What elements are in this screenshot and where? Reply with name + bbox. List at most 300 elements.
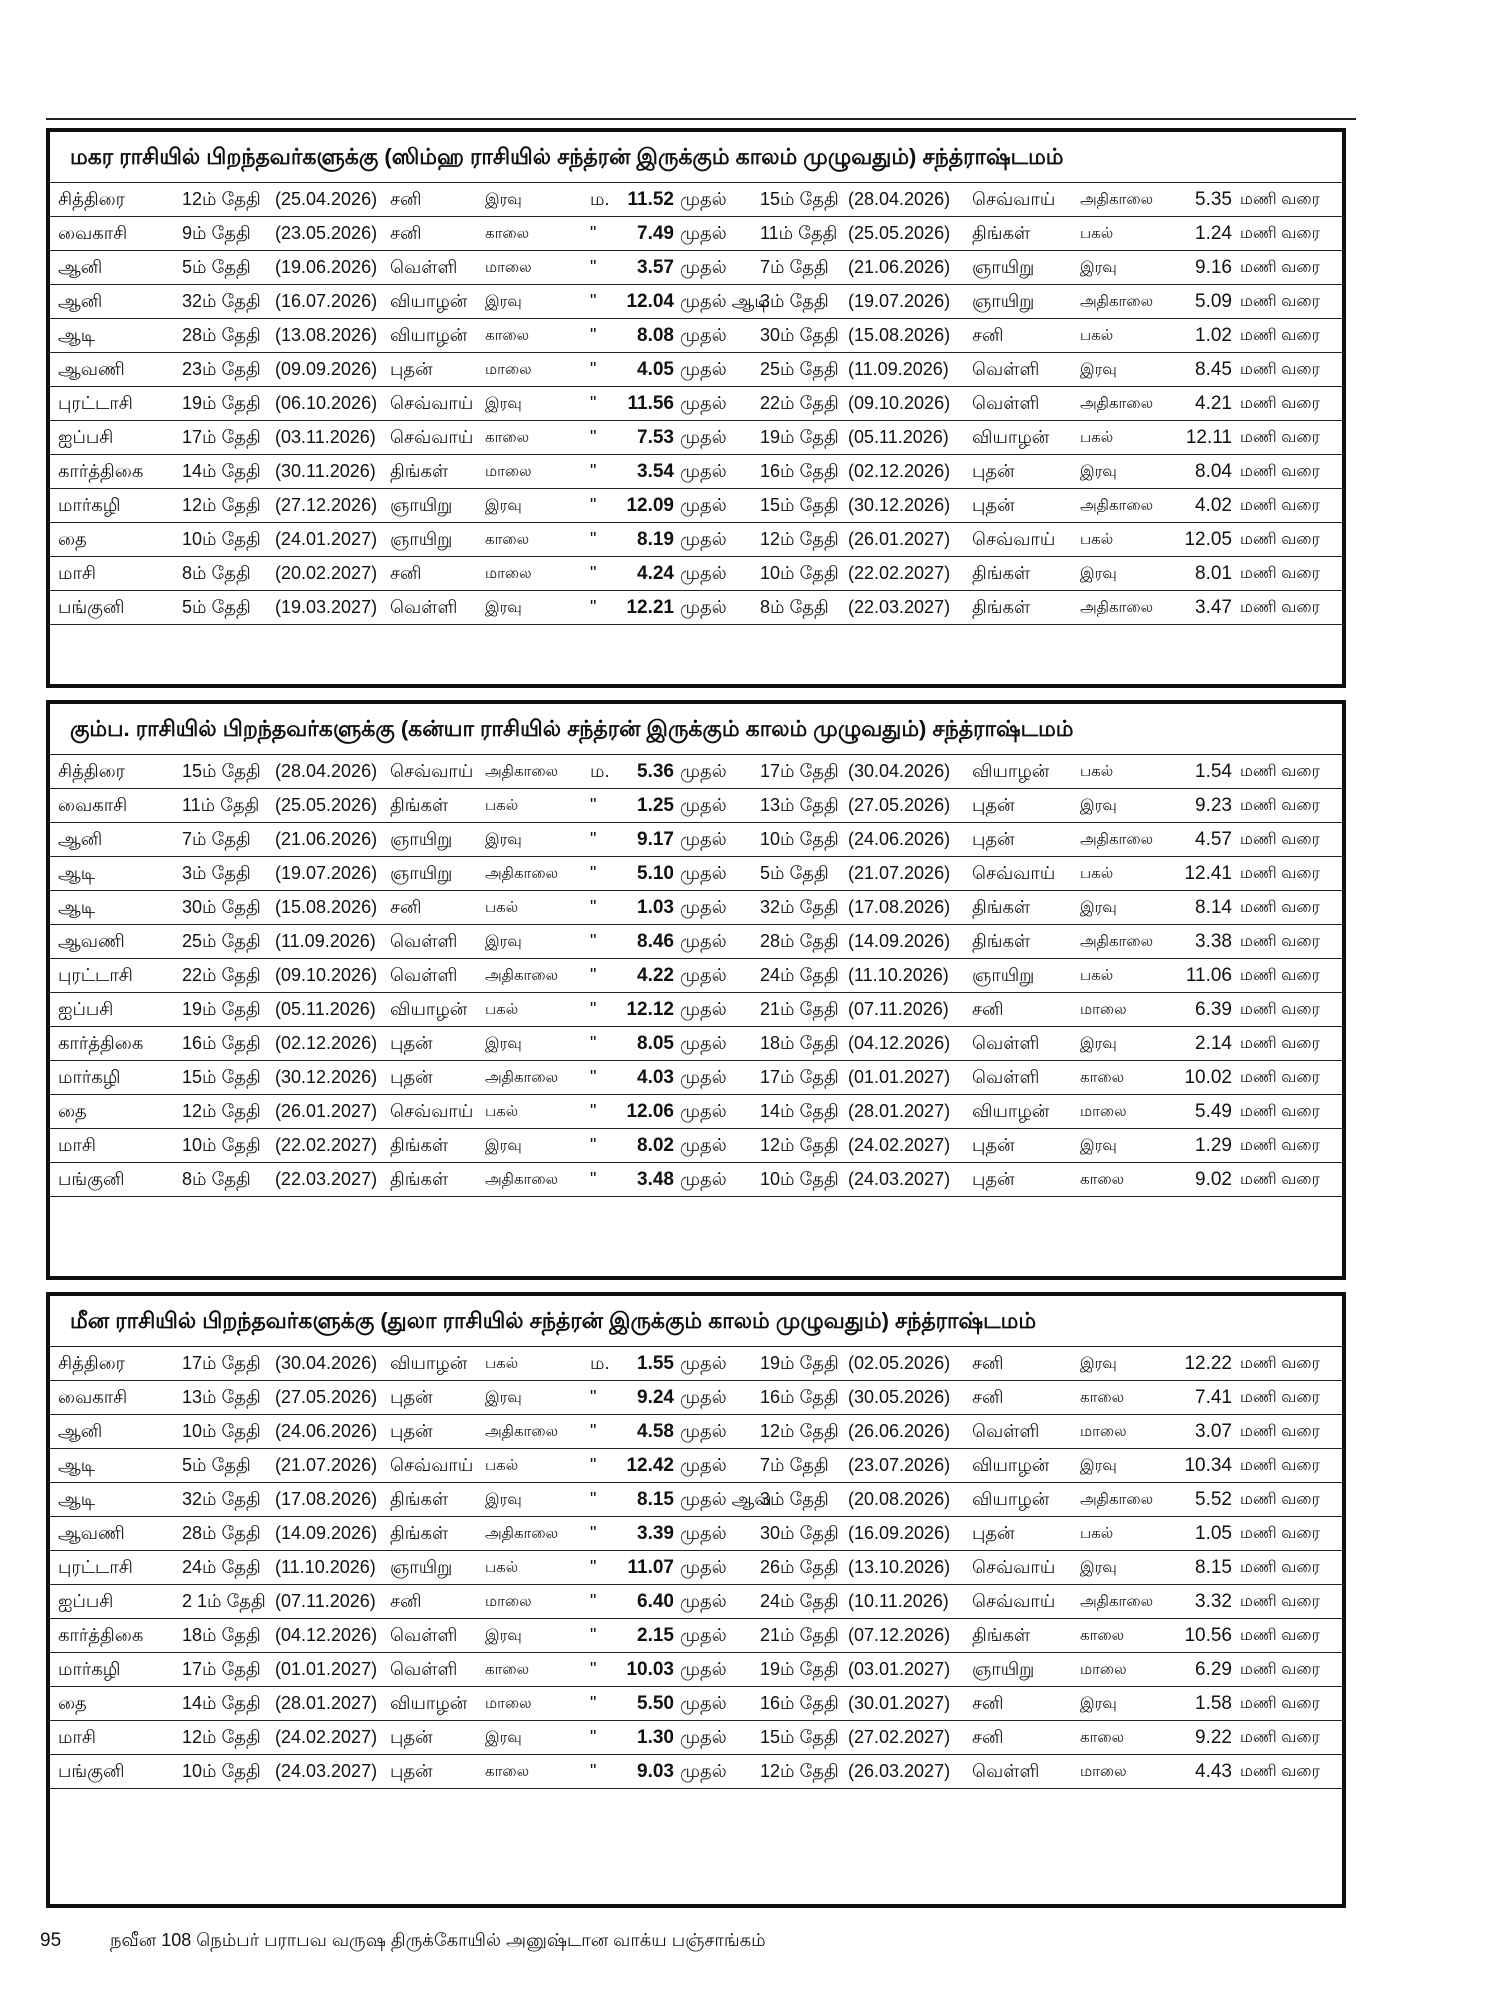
- month-start: புரட்டாசி: [58, 1557, 133, 1577]
- until-label: மணி வரை: [1240, 1593, 1320, 1610]
- time-end: 5.49: [1195, 1101, 1232, 1122]
- weekday-end: புதன்: [972, 461, 1015, 481]
- period-start: இரவு: [485, 1389, 522, 1406]
- date-end: (26.01.2027): [848, 529, 951, 549]
- date-start: (02.12.2026): [275, 1033, 378, 1053]
- weekday-start: வெள்ளி: [390, 965, 458, 985]
- from-label: முதல்: [680, 999, 727, 1019]
- time-start: 4.24: [637, 563, 674, 584]
- day-end: 18ம் தேதி: [760, 1033, 839, 1053]
- date-end: (25.05.2026): [848, 223, 951, 243]
- from-label: முதல்: [680, 1523, 727, 1543]
- period-end: அதிகாலை: [1080, 831, 1154, 848]
- date-end: (21.07.2026): [848, 863, 951, 883]
- ditto-mark: ": [590, 1421, 597, 1441]
- date-end: (02.05.2026): [848, 1353, 951, 1373]
- date-start: (30.12.2026): [275, 1067, 378, 1087]
- month-start: ஐப்பசி: [58, 999, 114, 1019]
- date-end: (30.12.2026): [848, 495, 951, 515]
- ditto-mark: ": [590, 1523, 597, 1543]
- time-start: 8.05: [637, 1033, 674, 1054]
- date-end: (26.03.2027): [848, 1761, 951, 1781]
- period-end: அதிகாலை: [1080, 293, 1154, 310]
- until-label: மணி வரை: [1240, 797, 1320, 814]
- table-row: [50, 1346, 1342, 1381]
- time-end: 10.02: [1184, 1067, 1232, 1088]
- table-row: [50, 754, 1342, 789]
- time-end: 3.32: [1195, 1591, 1232, 1612]
- from-label: முதல்: [680, 359, 727, 379]
- period-start: பகல்: [485, 1001, 519, 1018]
- period-start: பகல்: [485, 797, 519, 814]
- from-label: முதல்: [680, 965, 727, 985]
- day-end: 30ம் தேதி: [760, 325, 839, 345]
- month-start: ஐப்பசி: [58, 1591, 114, 1611]
- day-start: 28ம் தேதி: [182, 1523, 261, 1543]
- weekday-end: சனி: [972, 325, 1004, 345]
- period-end: இரவு: [1080, 1457, 1117, 1474]
- time-end: 4.57: [1195, 829, 1232, 850]
- period-end: பகல்: [1080, 763, 1114, 780]
- date-start: (19.07.2026): [275, 863, 378, 883]
- weekday-start: புதன்: [390, 1727, 433, 1747]
- weekday-start: வியாழன்: [390, 1693, 468, 1713]
- table-row: [50, 1551, 1342, 1585]
- day-start: 10ம் தேதி: [182, 529, 261, 549]
- date-end: (27.02.2027): [848, 1727, 951, 1747]
- date-end: (23.07.2026): [848, 1455, 951, 1475]
- day-start: 2 1ம் தேதி: [182, 1591, 266, 1611]
- day-end: 15ம் தேதி: [760, 495, 839, 515]
- ditto-mark: ": [590, 359, 597, 379]
- date-start: (07.11.2026): [275, 1591, 376, 1611]
- top-rule: [46, 118, 1356, 120]
- period-end: பகல்: [1080, 967, 1114, 984]
- weekday-end: வெள்ளி: [972, 1761, 1040, 1781]
- time-start: 1.03: [637, 897, 674, 918]
- period-end: மாலை: [1080, 1423, 1127, 1440]
- time-end: 4.43: [1195, 1761, 1232, 1782]
- time-start: 4.58: [637, 1421, 674, 1442]
- weekday-start: திங்கள்: [390, 1489, 449, 1509]
- time-end: 1.02: [1195, 325, 1232, 346]
- period-start: மாலை: [485, 361, 532, 378]
- section-kumbha: [46, 700, 1346, 1280]
- period-end: அதிகாலை: [1080, 1491, 1154, 1508]
- date-start: (09.09.2026): [275, 359, 378, 379]
- until-label: மணி வரை: [1240, 1729, 1320, 1746]
- day-end: 15ம் தேதி: [760, 1727, 839, 1747]
- date-end: (04.12.2026): [848, 1033, 951, 1053]
- period-start: இரவு: [485, 293, 522, 310]
- month-start: ஆடி: [58, 897, 96, 917]
- from-label: முதல்: [680, 1693, 727, 1713]
- period-start: அதிகாலை: [485, 763, 559, 780]
- time-end: 6.39: [1195, 999, 1232, 1020]
- weekday-end: வியாழன்: [972, 761, 1050, 781]
- month-start: ஆடி: [58, 325, 96, 345]
- period-start: மாலை: [485, 565, 532, 582]
- section-makara: [46, 128, 1346, 688]
- month-start: மார்கழி: [58, 1659, 121, 1679]
- weekday-end: சனி: [972, 1387, 1004, 1407]
- month-start: ஆவணி: [58, 359, 125, 379]
- month-start: ஆவணி: [58, 931, 125, 951]
- date-start: (19.06.2026): [275, 257, 378, 277]
- date-end: (03.01.2027): [848, 1659, 951, 1679]
- date-start: (20.02.2027): [275, 563, 378, 583]
- day-end: 16ம் தேதி: [760, 1387, 839, 1407]
- until-label: மணி வரை: [1240, 599, 1320, 616]
- weekday-end: ஞாயிறு: [972, 1659, 1035, 1679]
- ditto-mark: ": [590, 1169, 597, 1189]
- from-label: முதல்: [680, 393, 727, 413]
- date-end: (22.02.2027): [848, 563, 951, 583]
- ditto-mark: ": [590, 1761, 597, 1781]
- date-start: (13.08.2026): [275, 325, 378, 345]
- until-label: மணி வரை: [1240, 565, 1320, 582]
- day-end: 10ம் தேதி: [760, 563, 839, 583]
- until-label: மணி வரை: [1240, 259, 1320, 276]
- weekday-start: வெள்ளி: [390, 597, 458, 617]
- date-end: (09.10.2026): [848, 393, 951, 413]
- time-end: 1.58: [1195, 1693, 1232, 1714]
- day-start: 22ம் தேதி: [182, 965, 261, 985]
- period-start: பகல்: [485, 1457, 519, 1474]
- day-end: 17ம் தேதி: [760, 761, 839, 781]
- date-start: (25.05.2026): [275, 795, 378, 815]
- day-end: 28ம் தேதி: [760, 931, 839, 951]
- time-start: 8.15: [637, 1489, 674, 1510]
- month-start: மாசி: [58, 1135, 96, 1155]
- weekday-end: சனி: [972, 1693, 1004, 1713]
- from-label: முதல்: [680, 931, 727, 951]
- until-label: மணி வரை: [1240, 1763, 1320, 1780]
- table-row: [50, 1483, 1342, 1517]
- time-end: 7.41: [1195, 1387, 1232, 1408]
- ditto-mark: ": [590, 223, 597, 243]
- day-start: 28ம் தேதி: [182, 325, 261, 345]
- day-start: 10ம் தேதி: [182, 1135, 261, 1155]
- day-end: 21ம் தேதி: [760, 1625, 839, 1645]
- period-end: பகல்: [1080, 327, 1114, 344]
- day-end: 15ம் தேதி: [760, 189, 839, 209]
- time-end: 8.04: [1195, 461, 1232, 482]
- weekday-start: வெள்ளி: [390, 257, 458, 277]
- ditto-mark: ": [590, 1135, 597, 1155]
- time-start: 1.30: [637, 1727, 674, 1748]
- period-start: இரவு: [485, 395, 522, 412]
- weekday-end: புதன்: [972, 829, 1015, 849]
- table-row: [50, 1061, 1342, 1095]
- day-end: 24ம் தேதி: [760, 1591, 839, 1611]
- ditto-mark: ": [590, 1693, 597, 1713]
- until-label: மணி வரை: [1240, 1389, 1320, 1406]
- table-row: [50, 1721, 1342, 1755]
- from-label: முதல்: [680, 1761, 727, 1781]
- day-start: 12ம் தேதி: [182, 189, 261, 209]
- time-end: 9.02: [1195, 1169, 1232, 1190]
- date-end: (19.07.2026): [848, 291, 951, 311]
- time-end: 8.45: [1195, 359, 1232, 380]
- ditto-mark: ": [590, 563, 597, 583]
- date-end: (30.01.2027): [848, 1693, 951, 1713]
- date-start: (24.02.2027): [275, 1727, 378, 1747]
- month-start: தை: [58, 1101, 87, 1121]
- period-end: காலை: [1080, 1069, 1125, 1086]
- period-end: இரவு: [1080, 899, 1117, 916]
- ditto-mark: ": [590, 1625, 597, 1645]
- period-end: இரவு: [1080, 565, 1117, 582]
- time-end: 10.56: [1184, 1625, 1232, 1646]
- date-end: (07.12.2026): [848, 1625, 951, 1645]
- period-end: அதிகாலை: [1080, 497, 1154, 514]
- time-end: 3.38: [1195, 931, 1232, 952]
- ditto-mark: ": [590, 1067, 597, 1087]
- weekday-start: புதன்: [390, 1067, 433, 1087]
- month-start: ஆனி: [58, 829, 103, 849]
- weekday-start: திங்கள்: [390, 1523, 449, 1543]
- day-start: 14ம் தேதி: [182, 1693, 261, 1713]
- ditto-mark: ": [590, 597, 597, 617]
- weekday-end: வியாழன்: [972, 1489, 1050, 1509]
- weekday-end: செவ்வாய்: [972, 1591, 1056, 1611]
- ditto-mark: ": [590, 795, 597, 815]
- table-row: [50, 823, 1342, 857]
- day-start: 19ம் தேதி: [182, 999, 261, 1019]
- date-end: (28.01.2027): [848, 1101, 951, 1121]
- weekday-start: வெள்ளி: [390, 931, 458, 951]
- ditto-mark: ": [590, 427, 597, 447]
- period-start: பகல்: [485, 899, 519, 916]
- day-end: 22ம் தேதி: [760, 393, 839, 413]
- day-start: 24ம் தேதி: [182, 1557, 261, 1577]
- time-start: 8.19: [637, 529, 674, 550]
- date-start: (11.09.2026): [275, 931, 376, 951]
- time-end: 4.02: [1195, 495, 1232, 516]
- weekday-start: ஞாயிறு: [390, 1557, 453, 1577]
- until-label: மணி வரை: [1240, 865, 1320, 882]
- date-start: (22.02.2027): [275, 1135, 378, 1155]
- period-end: இரவு: [1080, 259, 1117, 276]
- period-start: காலை: [485, 1763, 530, 1780]
- month-start: ஆனி: [58, 1421, 103, 1441]
- day-end: 10ம் தேதி: [760, 829, 839, 849]
- until-label: மணி வரை: [1240, 361, 1320, 378]
- month-start: பங்குனி: [58, 1761, 125, 1781]
- day-end: 19ம் தேதி: [760, 1659, 839, 1679]
- period-end: காலை: [1080, 1389, 1125, 1406]
- period-start: காலை: [485, 225, 530, 242]
- month-start: ஆடி: [58, 1489, 96, 1509]
- from-label: முதல் ஆடி: [680, 291, 769, 311]
- day-end: 3ம் தேதி: [760, 1489, 829, 1509]
- ditto-mark: ": [590, 965, 597, 985]
- month-start: தை: [58, 1693, 87, 1713]
- until-label: மணி வரை: [1240, 1423, 1320, 1440]
- date-start: (30.11.2026): [275, 461, 376, 481]
- month-start: வைகாசி: [58, 795, 128, 815]
- day-start: 23ம் தேதி: [182, 359, 261, 379]
- until-label: மணி வரை: [1240, 395, 1320, 412]
- month-start: வைகாசி: [58, 223, 128, 243]
- weekday-start: புதன்: [390, 1033, 433, 1053]
- from-label: முதல்: [680, 1353, 727, 1373]
- date-end: (11.10.2026): [848, 965, 949, 985]
- day-end: 32ம் தேதி: [760, 897, 839, 917]
- date-start: (24.01.2027): [275, 529, 378, 549]
- period-end: இரவு: [1080, 1559, 1117, 1576]
- day-start: 8ம் தேதி: [182, 1169, 251, 1189]
- ditto-mark: ம.: [590, 761, 610, 781]
- from-label: முதல்: [680, 1101, 727, 1121]
- time-start: 2.15: [637, 1625, 674, 1646]
- from-label: முதல்: [680, 223, 727, 243]
- period-start: அதிகாலை: [485, 1423, 559, 1440]
- period-end: அதிகாலை: [1080, 395, 1154, 412]
- table-row: [50, 591, 1342, 625]
- date-start: (30.04.2026): [275, 1353, 378, 1373]
- until-label: மணி வரை: [1240, 933, 1320, 950]
- period-start: அதிகாலை: [485, 1069, 559, 1086]
- from-label: முதல்: [680, 1067, 727, 1087]
- date-start: (23.05.2026): [275, 223, 378, 243]
- time-end: 3.47: [1195, 597, 1232, 618]
- weekday-end: சனி: [972, 999, 1004, 1019]
- time-start: 3.39: [637, 1523, 674, 1544]
- time-start: 9.03: [637, 1761, 674, 1782]
- weekday-end: வெள்ளி: [972, 1421, 1040, 1441]
- from-label: முதல்: [680, 1387, 727, 1407]
- table-row: [50, 353, 1342, 387]
- weekday-end: ஞாயிறு: [972, 965, 1035, 985]
- weekday-end: ஞாயிறு: [972, 257, 1035, 277]
- day-end: 16ம் தேதி: [760, 461, 839, 481]
- day-end: 26ம் தேதி: [760, 1557, 839, 1577]
- from-label: முதல்: [680, 563, 727, 583]
- table-row: [50, 1163, 1342, 1197]
- from-label: முதல்: [680, 1135, 727, 1155]
- period-start: இரவு: [485, 831, 522, 848]
- date-end: (24.06.2026): [848, 829, 951, 849]
- time-end: 1.24: [1195, 223, 1232, 244]
- table-row: [50, 387, 1342, 421]
- period-start: மாலை: [485, 463, 532, 480]
- period-end: இரவு: [1080, 463, 1117, 480]
- day-start: 16ம் தேதி: [182, 1033, 261, 1053]
- time-start: 12.21: [626, 597, 674, 618]
- time-start: 12.42: [626, 1455, 674, 1476]
- table-row: [50, 789, 1342, 823]
- day-start: 7ம் தேதி: [182, 829, 251, 849]
- day-start: 32ம் தேதி: [182, 291, 261, 311]
- date-end: (30.04.2026): [848, 761, 951, 781]
- period-start: பகல்: [485, 1559, 519, 1576]
- time-start: 8.46: [637, 931, 674, 952]
- date-end: (24.03.2027): [848, 1169, 951, 1189]
- weekday-end: செவ்வாய்: [972, 1557, 1056, 1577]
- section-title: மீன ராசியில் பிறந்தவர்களுக்கு (துலா ராசியில் சந்த்ரன் இருக்கும் காலம் முழுவதும்) சந்த்ராஷ்டமம்: [70, 1308, 1037, 1333]
- footer-title: நவீன 108 நெம்பர் பராபவ வருஷ திருக்கோயில் அனுஷ்டான வாக்ய பஞ்சாங்கம்: [110, 1930, 766, 1950]
- time-start: 12.09: [626, 495, 674, 516]
- time-start: 5.10: [637, 863, 674, 884]
- period-start: மாலை: [485, 259, 532, 276]
- ditto-mark: ": [590, 1455, 597, 1475]
- date-start: (04.12.2026): [275, 1625, 378, 1645]
- weekday-end: புதன்: [972, 495, 1015, 515]
- weekday-end: புதன்: [972, 795, 1015, 815]
- date-end: (30.05.2026): [848, 1387, 951, 1407]
- weekday-end: வியாழன்: [972, 427, 1050, 447]
- day-end: 12ம் தேதி: [760, 1761, 839, 1781]
- time-end: 9.22: [1195, 1727, 1232, 1748]
- period-start: இரவு: [485, 599, 522, 616]
- day-start: 17ம் தேதி: [182, 1353, 261, 1373]
- time-end: 10.34: [1184, 1455, 1232, 1476]
- day-start: 18ம் தேதி: [182, 1625, 261, 1645]
- date-start: (19.03.2027): [275, 597, 378, 617]
- weekday-end: திங்கள்: [972, 897, 1031, 917]
- table-row: [50, 421, 1342, 455]
- period-end: அதிகாலை: [1080, 599, 1154, 616]
- weekday-start: செவ்வாய்: [390, 761, 474, 781]
- from-label: முதல்: [680, 325, 727, 345]
- weekday-start: சனி: [390, 563, 422, 583]
- from-label: முதல்: [680, 189, 727, 209]
- month-start: ஆனி: [58, 257, 103, 277]
- time-start: 9.24: [637, 1387, 674, 1408]
- time-start: 8.02: [637, 1135, 674, 1156]
- weekday-start: செவ்வாய்: [390, 393, 474, 413]
- from-label: முதல்: [680, 461, 727, 481]
- day-start: 17ம் தேதி: [182, 1659, 261, 1679]
- period-start: இரவு: [485, 1137, 522, 1154]
- period-start: மாலை: [485, 1695, 532, 1712]
- day-end: 5ம் தேதி: [760, 863, 829, 883]
- month-start: ஆனி: [58, 291, 103, 311]
- day-start: 5ம் தேதி: [182, 1455, 251, 1475]
- time-start: 5.50: [637, 1693, 674, 1714]
- date-end: (02.12.2026): [848, 461, 951, 481]
- time-start: 3.54: [637, 461, 674, 482]
- table-row: [50, 857, 1342, 891]
- ditto-mark: ": [590, 1387, 597, 1407]
- table-row: [50, 1095, 1342, 1129]
- from-label: முதல்: [680, 829, 727, 849]
- time-end: 11.06: [1185, 965, 1232, 986]
- weekday-start: ஞாயிறு: [390, 863, 453, 883]
- period-end: அதிகாலை: [1080, 191, 1154, 208]
- until-label: மணி வரை: [1240, 293, 1320, 310]
- time-start: 7.53: [637, 427, 674, 448]
- period-end: மாலை: [1080, 1001, 1127, 1018]
- table-row: [50, 319, 1342, 353]
- weekday-end: வெள்ளி: [972, 1033, 1040, 1053]
- until-label: மணி வரை: [1240, 1559, 1320, 1576]
- period-start: அதிகாலை: [485, 967, 559, 984]
- day-end: 10ம் தேதி: [760, 1169, 839, 1189]
- date-end: (28.04.2026): [848, 189, 951, 209]
- day-end: 16ம் தேதி: [760, 1693, 839, 1713]
- time-start: 4.22: [637, 965, 674, 986]
- until-label: மணி வரை: [1240, 1491, 1320, 1508]
- time-start: 6.40: [637, 1591, 674, 1612]
- until-label: மணி வரை: [1240, 899, 1320, 916]
- weekday-start: செவ்வாய்: [390, 1455, 474, 1475]
- date-end: (05.11.2026): [848, 427, 949, 447]
- date-start: (14.09.2026): [275, 1523, 378, 1543]
- period-end: மாலை: [1080, 1103, 1127, 1120]
